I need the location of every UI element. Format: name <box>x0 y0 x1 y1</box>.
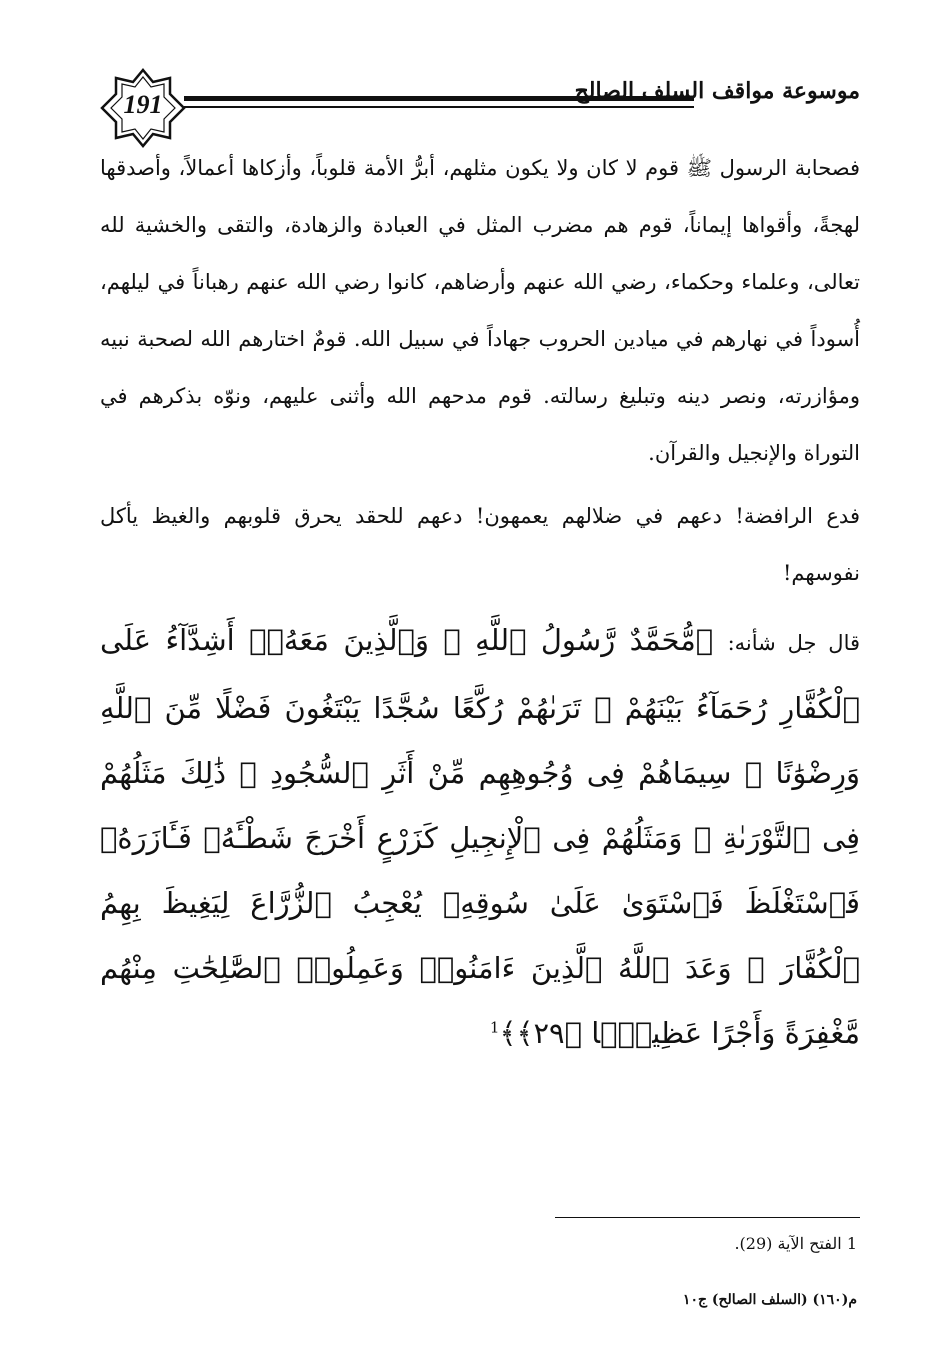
quran-verse: ﴿مُّحَمَّدٌ رَّسُولُ ٱللَّهِ ۚ وَٱلَّذِينَ مَعَهُۥٓ أَشِدَّآءُ عَلَى ٱلْكُفَّارِ رُحَمَآءُ بَيْنَهُمْ ۖ تَرَىٰهُمْ رُكَّعًا سُجَّدًا يَبْتَغُونَ فَضْلًا مِّنَ ٱللَّهِ وَرِضْوَٰنًا ۖ سِيمَاهُمْ فِى وُجُوهِهِم مِّنْ أَثَرِ ٱلسُّجُودِ ۚ ذَٰلِكَ مَثَلُهُمْ فِى ٱلتَّوْرَىٰةِ ۚ وَمَثَلُهُمْ فِى ٱلْإِنجِيلِ كَزَرْعٍ أَخْرَجَ شَطْـَٔهُۥ فَـَٔازَرَهُۥ فَٱسْتَغْلَظَ فَٱسْتَوَىٰ عَلَىٰ سُوقِهِۦ يُعْجِبُ ٱلزُّرَّاعَ لِيَغِيظَ بِهِمُ ٱلْكُفَّارَ ۗ وَعَدَ ٱللَّهُ ٱلَّذِينَ ءَامَنُوا۟ وَعَمِلُوا۟ ٱلصَّٰلِحَٰتِ مِنْهُم مَّغْفِرَةً وَأَجْرًا عَظِيمًۢا ﴿٢٩﴾﴾ <box>100 623 860 1050</box>
page-body <box>100 140 860 1066</box>
page-header <box>100 68 860 148</box>
footnote <box>357 1234 857 1253</box>
quran-quote <box>100 608 860 1066</box>
footnote-text: الفتح الآية (29). <box>734 1234 842 1253</box>
book-title: موسوعة مواقف السلف الصالح <box>574 78 860 104</box>
footnote-separator <box>555 1217 860 1218</box>
page-signature: م(١٦٠) (السلف الصالح) ج١٠ <box>682 1292 857 1308</box>
paragraph: فصحابة الرسول ﷺ قوم لا كان ولا يكون مثلهم، أبرُّ الأمة قلوباً، وأزكاها أعمالاً، وأصدقها لهجةً، وأقواها إيماناً، قوم هم مضرب المثل في العبادة والزهادة، والتقى والخشية لله تعالى، وعلماء وحكماء، رضي الله عنهم وأرضاهم، كانوا رضي الله عنهم رهباناً في ليلهم، أُسوداً في نهارهم في ميادين الحروب جهاداً في سبيل الله. قومٌ اختارهم الله لصحبة نبيه ومؤازرته، ونصر دينه وتبليغ رسالته. قوم مدحهم الله وأثنى عليهم، ونوّه بذكرهم في التوراة والإنجيل والقرآن. <box>100 156 860 465</box>
header-rule-thin <box>184 106 694 108</box>
page-number-badge <box>100 68 186 148</box>
footnote-reference[interactable]: 1 <box>489 1018 500 1037</box>
page-number: 191 <box>123 90 163 119</box>
paragraph: فدع الرافضة! دعهم في ضلالهم يعمهون! دعهم للحقد يحرق قلوبهم والغيظ يأكل نفوسهم! <box>100 504 860 585</box>
quote-intro: قال جل شأنه: <box>727 631 861 655</box>
footnote-number: 1 <box>846 1234 857 1253</box>
